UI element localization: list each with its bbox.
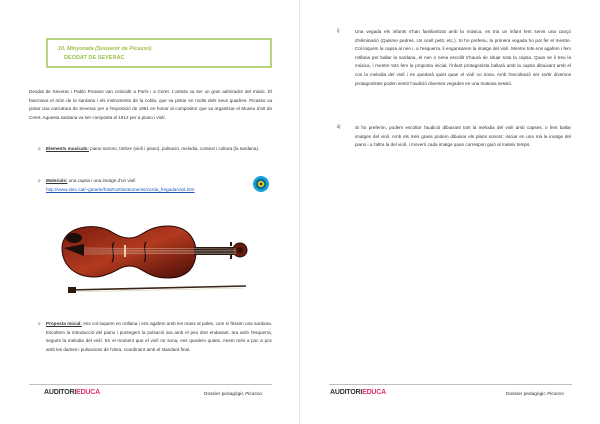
intro-paragraph: Deodat de Severac i Pablo Picasso van coincidir a París i a Ceret. L'artista va ser un gran admirador del músic. El fascinava el món de la sardana i els instruments de la cobla, que va pintar en molts dels seus quadres. Picasso va pintar una caricatura de Severac per a l'exposició de 1951 en honor al compositor que va organitzar el Museu d'art de Ceret. Aquesta sardana va ser composta el 1912 per a piano i violí. (29, 89, 272, 120)
auditori-logo: AUDITORIEDUCA (44, 389, 100, 396)
bullet-mark: o (38, 146, 41, 151)
footer-title: Dossier pedagògic Picasso (506, 392, 564, 397)
bullet-materials (38, 177, 246, 194)
section-number: 10. (58, 46, 66, 52)
auditori-logo: AUDITORIEDUCA (330, 389, 386, 396)
bullet-elements (38, 145, 272, 154)
bullet-mark: o (38, 321, 41, 326)
bullet-term: Proposta inicial: (46, 321, 82, 326)
item-text: Una vegada els infants s'han familiaritzat amb la música, es tria un infant fent servir una cançó d'eliminació (Quisme pedres. Un ocell petit, etc.). Si ho preferiu, la primera vegada ho pot fer el mestre. Col·loquem la capsa al nen i, a l'esquerra, li engansarem la imatge del violí. Mentre tots ens agafem i fem rotllana per ballar la sardana, el nen o nena escollit s'haurà de situar sota la capsa. Quan se li treu la música, i mentre tots fem la proposta inicial, l'infant protagonista ballarà amb la capsa dibuixant amb el cos la melodia del violí i es quedarà quiet quan el violí no sona. Amb l'escoltació ser sortir diversos protagonistes poden sentir l'audició diverses vegades en una mateixa sessió. (355, 29, 571, 86)
item-number: i) (337, 28, 340, 33)
bullet-term: Materials: (46, 178, 68, 183)
bullet-mark: o (38, 178, 41, 183)
footer-rule (329, 384, 572, 385)
bullet-proposal (38, 320, 272, 354)
bullet-term: Elements musicals: (46, 146, 89, 151)
violin-link[interactable]: http://www.xtec.cat/~gutarte/fotal%20instruments/corda_fregada/violi.htm (46, 186, 195, 192)
item-number: ii) (337, 124, 341, 129)
footer-title: Dossier pedagògic Picasso (204, 392, 262, 397)
section-title (58, 46, 270, 52)
right-page (300, 0, 600, 424)
bullet-text: una capsa i una imatge d'un violí (67, 178, 136, 183)
cd-disc-icon[interactable] (252, 175, 270, 193)
footer-rule (29, 384, 272, 385)
section-name: Minyonata (Souvenir de Picasso) (67, 46, 152, 52)
bullet-text: piano sonoro, timbre (violí i piano), pulsació, melodia, context i cultura (la sardana). (88, 146, 260, 151)
section-author: DEODAT DE SEVERAC (64, 55, 125, 61)
bullet-text: ens col·loquem en rotllana i ens agafem amb les mans al pales, com si féssim una sardana. Escoltem la introducció del piano i puntegem la pulsació ara amb el peu dret endavant, ara amb l'esquerra, seguint la melodia del violí. En el moment que el violí no sona, ens quedem quiets. Anem més a poc a poc amb les dames i pulsacions de l'obra, coordinant amb el standard final. (46, 321, 272, 352)
violin-image (50, 208, 256, 302)
item-text: Si ho preferim, podem escoltar l'audició dibuixant tots la melodia del violí amb capses, o fent ballar imatges del violí. Amb els més grans podem dibuixar els plans sonors: iniciar en una mà la imatge del piano i a l'altra la del violí, i moveró cada imatge quan correspon guió al mateix temps. (355, 125, 571, 148)
section-title-box (46, 38, 272, 68)
